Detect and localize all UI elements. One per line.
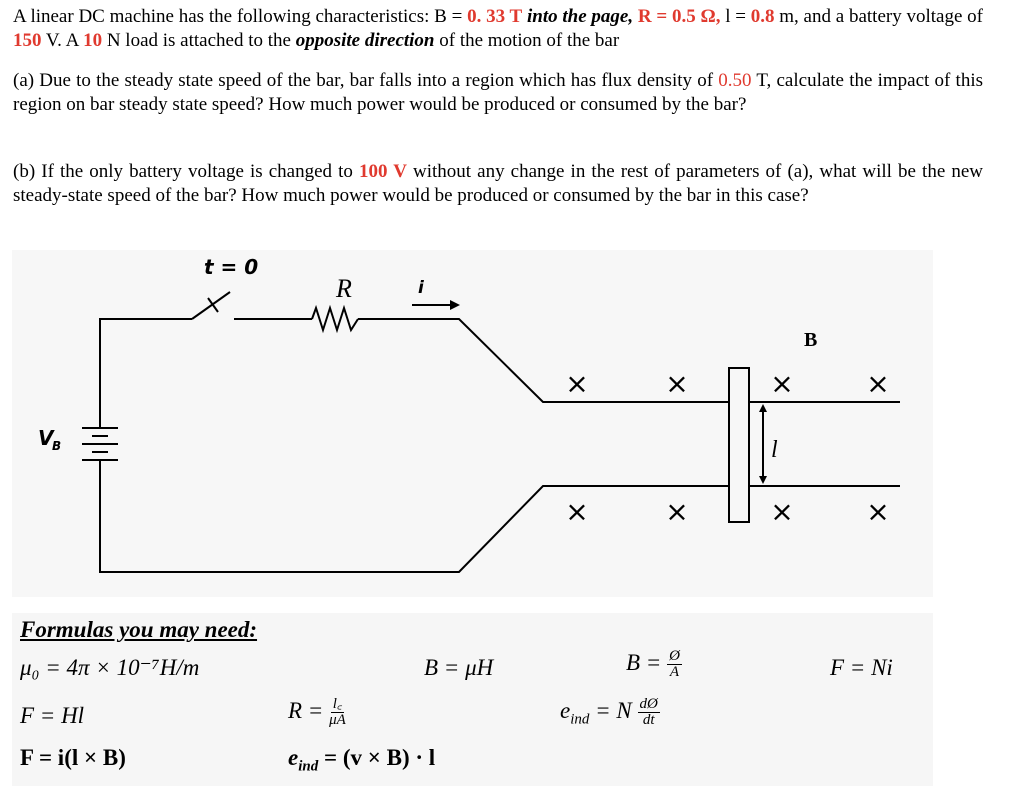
switch-mark	[208, 298, 218, 312]
eind-lhs: e	[560, 697, 571, 723]
part-b	[13, 160, 983, 208]
battery-label: V	[38, 426, 54, 450]
resistor-label: R	[336, 274, 352, 303]
r-den: μA	[329, 712, 346, 728]
b-mu-h-formula: B = μH	[424, 655, 494, 680]
eind2-sub: ind	[298, 758, 319, 775]
current-arrow-head	[450, 300, 460, 310]
field-cross-icon: ×	[866, 495, 890, 528]
part-a-text-2: T, calculate the impact of this region on bar steady state speed? How much power would be produced or consumed by the bar?	[13, 70, 983, 115]
v-value: 150	[13, 30, 42, 51]
b-flux-formula	[626, 649, 682, 680]
b-direction: into the page,	[522, 6, 634, 27]
eind2-rhs: = (v × B) · l	[318, 745, 436, 770]
part-a-value: 0.50	[718, 70, 752, 91]
formulas-title: Formulas you may need:	[20, 617, 258, 642]
load-text-2: N load is attached to the	[102, 30, 296, 51]
part-b-text-2: without any change in the rest of parameters of (a), what will be the new steady-state speed of the bar? How much power would be produced or consumed by the bar in this case?	[13, 161, 983, 206]
r-fraction	[329, 697, 346, 728]
field-cross-icon: ×	[665, 367, 689, 400]
intro-text: A linear DC machine has the following characteristics: B =	[13, 6, 468, 27]
part-b-text: (b) If the only battery voltage is changed to	[13, 161, 359, 182]
eind-fraction	[638, 697, 660, 728]
l-label: l =	[720, 6, 751, 27]
eind-num: dØ	[639, 696, 658, 712]
opposite-direction: opposite direction	[295, 30, 435, 51]
field-cross-icon: ×	[665, 495, 689, 528]
formulas-panel	[12, 613, 933, 786]
battery-subscript: B	[52, 439, 62, 453]
part-a-text: (a) Due to the steady state speed of the bar, bar falls into a region which has flux density of	[13, 70, 719, 91]
lorentz-force-formula: F = i(l × B)	[20, 745, 126, 770]
field-cross-icon: ×	[770, 495, 794, 528]
b-value: 0. 33 T	[467, 6, 523, 27]
f-hl-formula: F = Hl	[20, 703, 85, 728]
part-a	[13, 69, 983, 117]
eind2-lhs: e	[288, 745, 299, 770]
eind-faraday-formula	[560, 697, 660, 728]
field-cross-icon: ×	[770, 367, 794, 400]
b-flux-num: Ø	[669, 648, 680, 664]
eind-mid: = N	[589, 697, 638, 723]
eind-sub: ind	[570, 711, 590, 728]
battery-text: m, and a battery voltage of	[774, 6, 983, 27]
b-flux-lhs: B =	[626, 649, 662, 675]
switch-blade	[192, 292, 230, 319]
current-label: i	[418, 278, 424, 298]
problem-intro	[13, 5, 983, 53]
length-arrow-bottom	[759, 476, 767, 484]
r-value: R = 0.5 Ω,	[633, 6, 721, 27]
top-rail	[358, 319, 900, 402]
length-arrow-top	[759, 404, 767, 412]
eind-motional-formula	[288, 745, 435, 776]
reluctance-formula	[288, 697, 346, 728]
field-cross-icon: ×	[866, 367, 890, 400]
sliding-bar[interactable]	[729, 368, 749, 522]
l-value: 0.8	[750, 6, 775, 27]
r-num: l꜀	[332, 696, 343, 712]
load-value: 10	[83, 30, 103, 51]
end-text: of the motion of the bar	[434, 30, 620, 51]
field-cross-icon: ×	[565, 367, 589, 400]
eind-den: dt	[642, 712, 655, 728]
b-flux-fraction	[667, 649, 682, 680]
f-ni-formula: F = Ni	[830, 655, 893, 680]
length-label: l	[771, 437, 778, 463]
circuit-svg	[12, 250, 933, 597]
part-b-value: 100 V	[358, 161, 407, 182]
field-cross-icon: ×	[565, 495, 589, 528]
field-label: B	[804, 329, 818, 351]
switch-label: t = 0	[204, 255, 259, 279]
load-text: V. A	[41, 30, 84, 51]
circuit-diagram	[12, 250, 933, 597]
resistor-symbol	[312, 308, 358, 330]
mu0-formula: μ₀ = 4π × 10⁻⁷H/m	[20, 655, 200, 680]
top-left-wire	[100, 319, 192, 428]
r-lhs: R =	[288, 697, 324, 723]
b-flux-den: A	[669, 664, 680, 680]
battery-symbol	[82, 428, 118, 460]
